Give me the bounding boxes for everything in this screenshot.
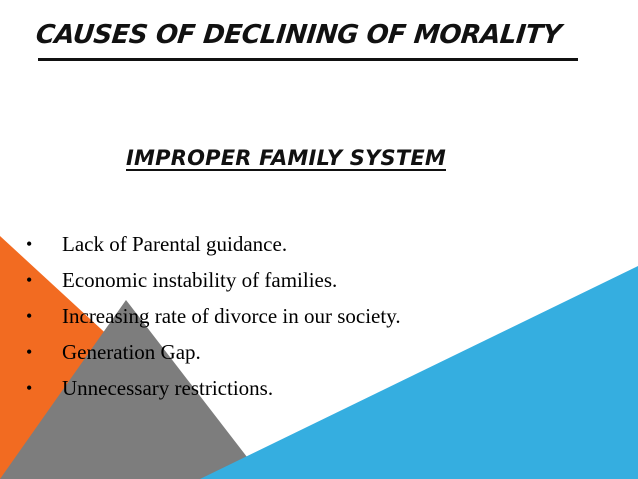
bullet-dot: • [26, 341, 33, 362]
bullet-item [26, 226, 401, 262]
slide-title: CAUSES OF DECLINING OF MORALITY [34, 20, 563, 50]
bullet-text: Economic instability of families. [62, 267, 338, 292]
bullet-text: Generation Gap. [62, 339, 201, 364]
bullet-item [26, 298, 401, 334]
section-heading: IMPROPER FAMILY SYSTEM [126, 146, 446, 170]
bullet-item [26, 334, 401, 370]
bullet-text: Lack of Parental guidance. [62, 231, 288, 256]
bullet-dot: • [26, 305, 33, 326]
bullet-dot: • [26, 377, 33, 398]
bullet-dot: • [26, 233, 33, 254]
bullet-item [26, 262, 401, 298]
bullet-item [26, 370, 401, 406]
bullet-text: Unnecessary restrictions. [62, 375, 274, 400]
title-underline [38, 58, 578, 61]
bullet-dot: • [26, 269, 33, 290]
bullet-text: Increasing rate of divorce in our society. [62, 303, 401, 328]
bullet-list [26, 226, 401, 406]
